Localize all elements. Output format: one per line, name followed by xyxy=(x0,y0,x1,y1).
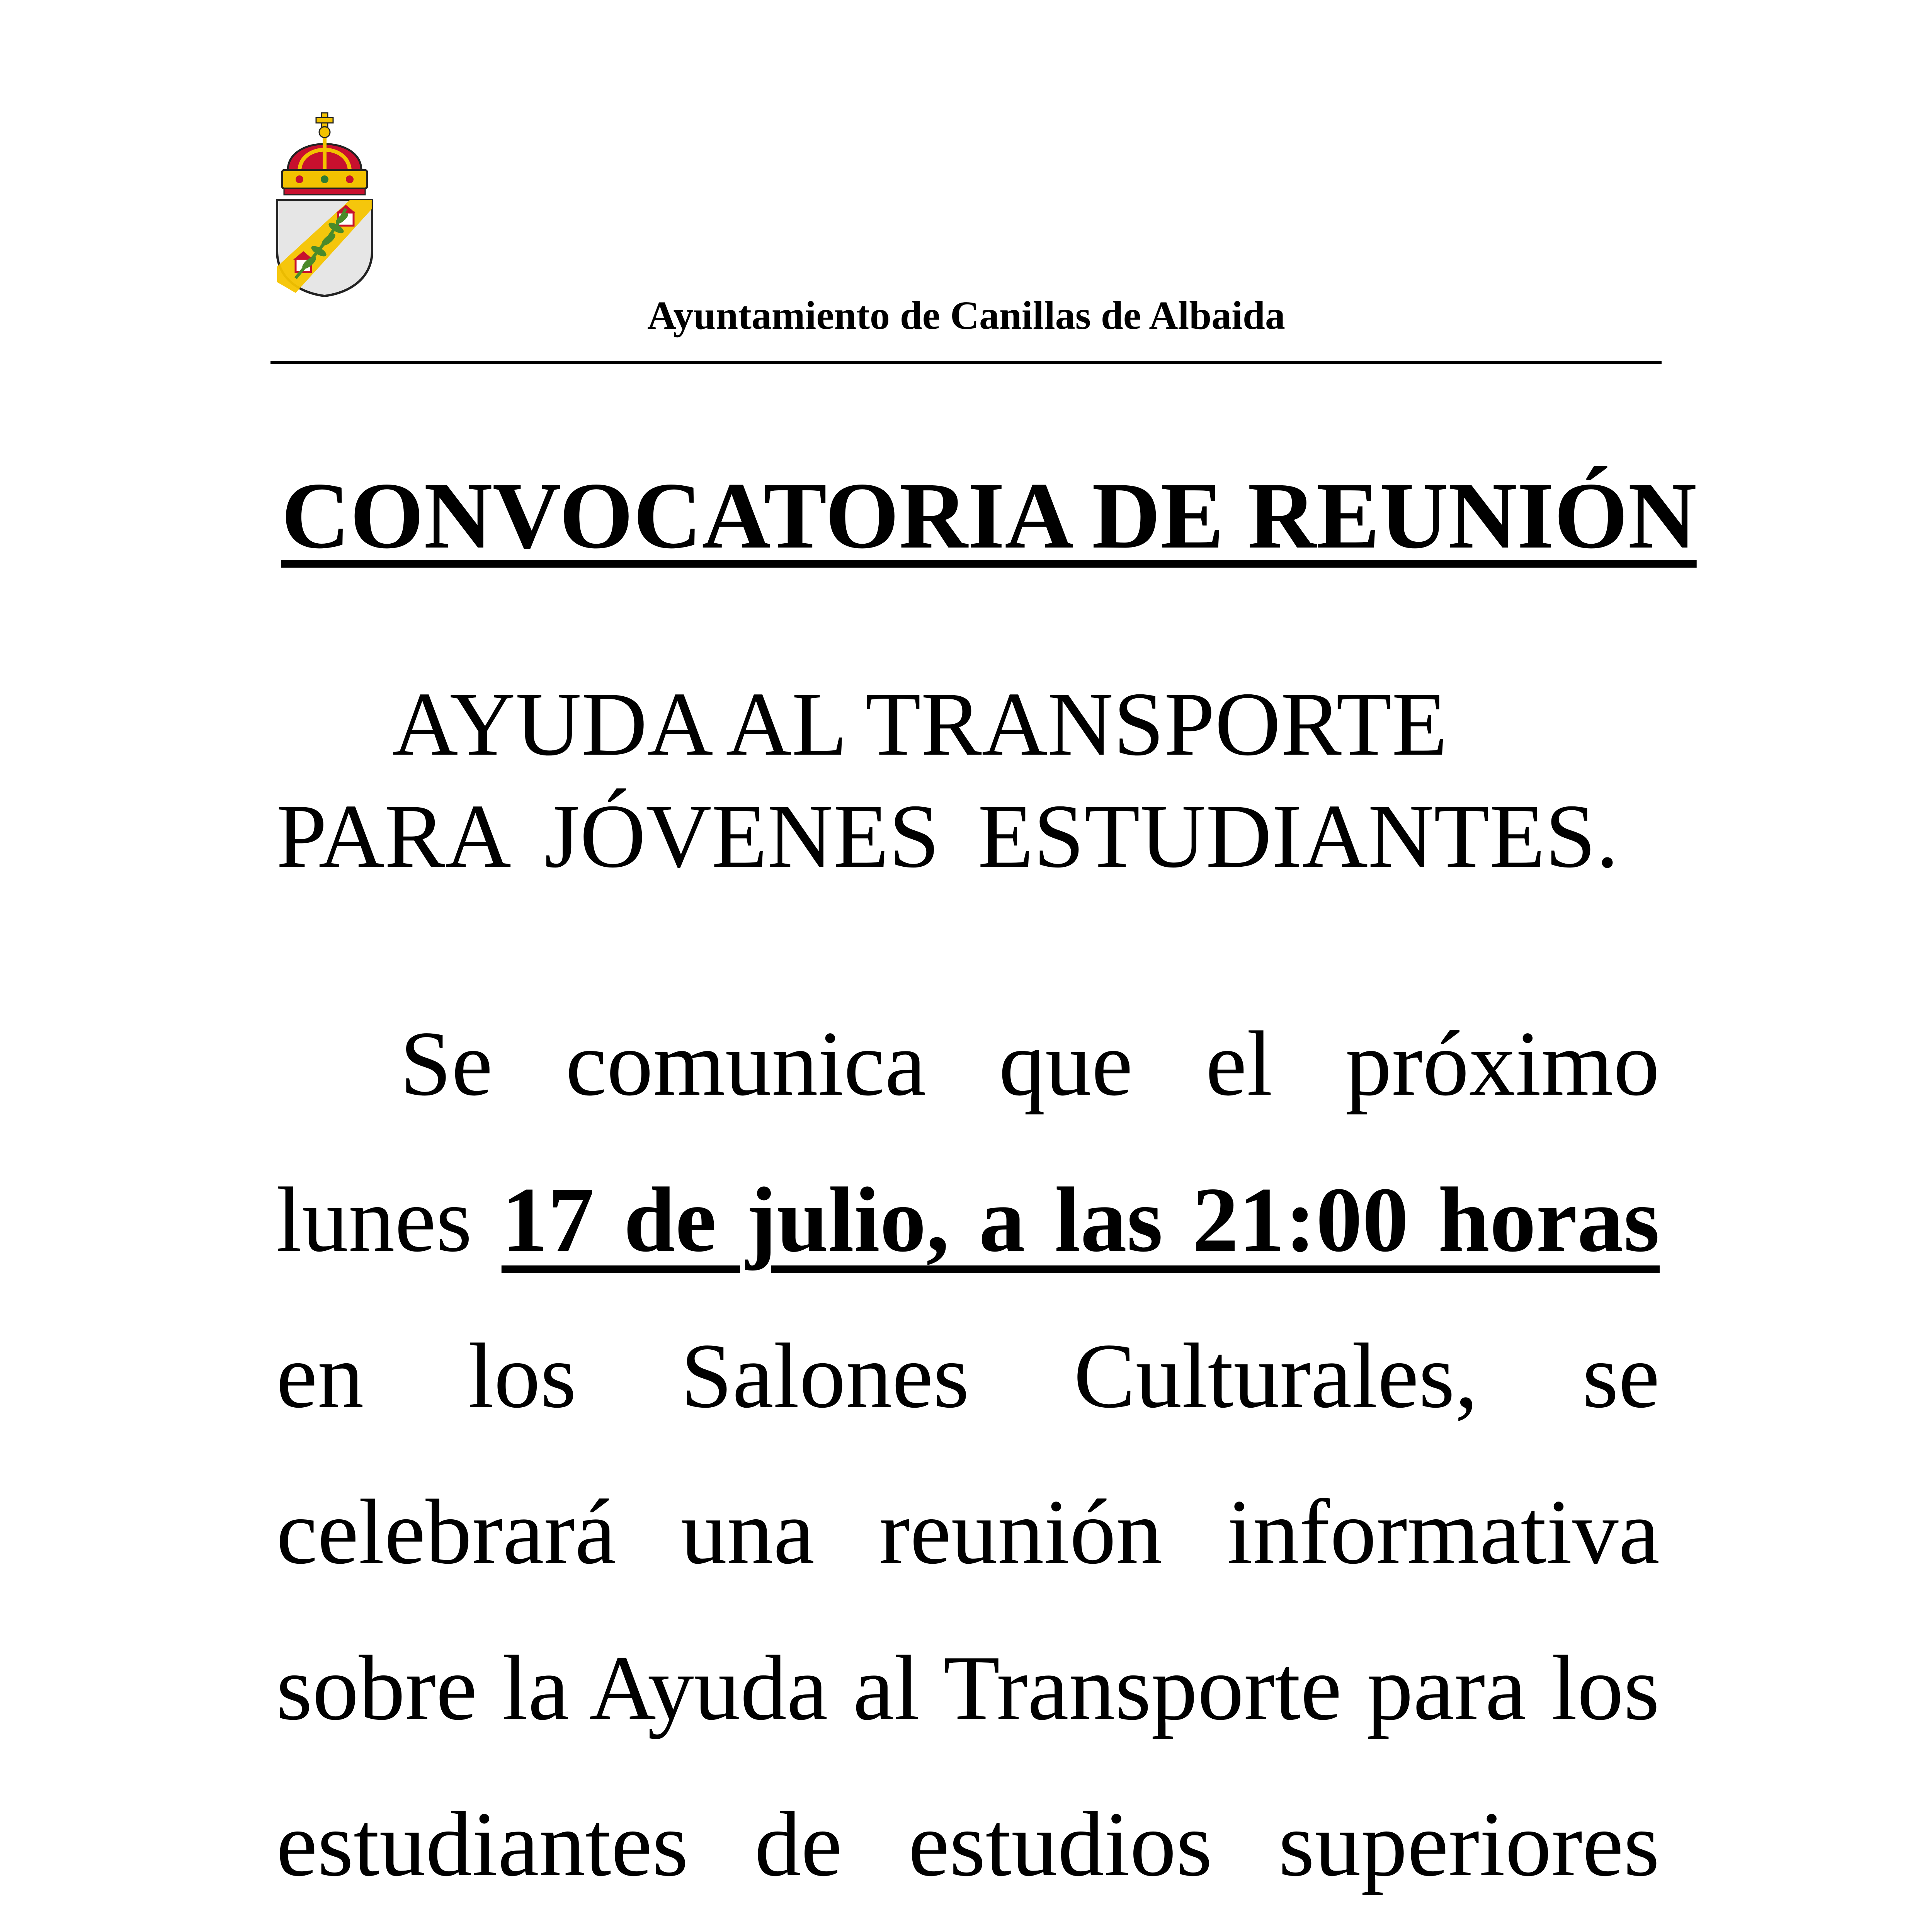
subject-line-2: PARA JÓVENES ESTUDIANTES. xyxy=(276,786,1619,887)
subject-line-1: AYUDA AL TRANSPORTE xyxy=(392,674,1448,775)
notice-paragraph xyxy=(276,985,1660,1932)
meeting-date-time: 17 de julio, a las 21:00 horas xyxy=(501,1168,1660,1271)
document-heading: CONVOCATORIA DE REUNIÓN xyxy=(281,463,1697,568)
notice-intro: Se comunica que el próximo lunes xyxy=(276,1012,1660,1271)
coat-of-arms-icon xyxy=(272,112,377,298)
notice-details: en los Salones Culturales, se celebrará una reunión informativa sobre la Ayuda al Transporte para los estudiantes de estudios superiores xyxy=(276,1324,1660,1895)
header-divider xyxy=(270,361,1662,364)
document-subject xyxy=(276,668,1675,893)
header-title: Ayuntamiento de Canillas de Albaida xyxy=(647,293,1285,338)
